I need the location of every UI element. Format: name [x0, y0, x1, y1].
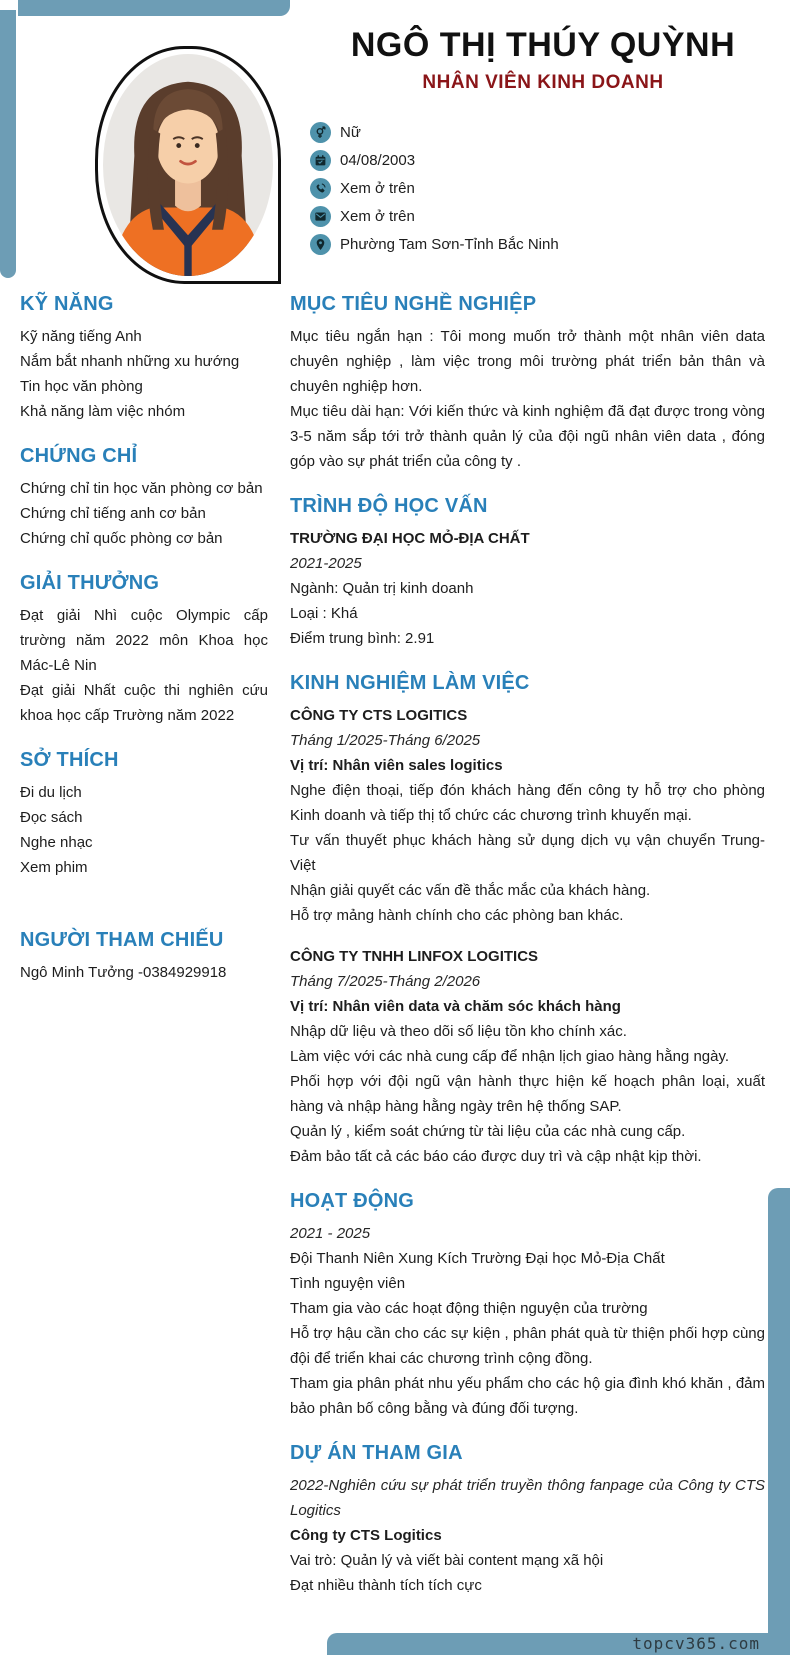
job-detail: Đảm bảo tất cả các báo cáo được duy trì và cập nhật kịp thời.: [290, 1148, 702, 1165]
phone-icon: [310, 178, 331, 199]
gender-icon: [310, 122, 331, 143]
contact-phone-value: Xem ở trên: [340, 179, 415, 197]
education-detail: Loại : Khá: [290, 605, 358, 622]
job-detail: Làm việc với các nhà cung cấp để nhận lịch giao hàng hằng ngày.: [290, 1048, 730, 1065]
certificate-item: Chứng chỉ tin học văn phòng cơ bản: [20, 480, 263, 497]
certificates-title: CHỨNG CHỈ: [20, 445, 138, 467]
hobby-item: Nghe nhạc: [20, 834, 93, 851]
objective-title: MỤC TIÊU NGHỀ NGHIỆP: [290, 293, 537, 315]
mail-icon: [310, 206, 331, 227]
project-detail: Vai trò: Quản lý và viết bài content mạng xã hội: [290, 1552, 604, 1569]
job-period: Tháng 7/2025-Tháng 2/2026: [290, 973, 481, 990]
activity-detail: Tham gia vào các hoạt động thiện nguyện của trường: [290, 1300, 648, 1317]
award-item: Đạt giải Nhất cuộc thi nghiên cứu khoa học cấp Trường năm 2022: [20, 682, 268, 724]
contact-address-value: Phường Tam Sơn-Tỉnh Bắc Ninh: [340, 235, 559, 253]
reference-item: Ngô Minh Tưởng -0384929918: [20, 964, 227, 981]
header: [300, 24, 786, 258]
activity-detail: Hỗ trợ hậu cần cho các sự kiện , phân phát quà từ thiện phối hợp cùng đội để triển khai các chương trình cộng đồng.: [290, 1325, 765, 1367]
activity-detail: Tình nguyện viên: [290, 1275, 406, 1292]
references-title: NGƯỜI THAM CHIẾU: [20, 929, 224, 951]
awards-title: GIẢI THƯỞNG: [20, 572, 160, 594]
job-detail: Tư vấn thuyết phục khách hàng sử dụng dịch vụ vận chuyển Trung-Việt: [290, 832, 765, 874]
education-detail: Ngành: Quản trị kinh doanh: [290, 580, 474, 597]
job-detail: Nhận giải quyết các vấn đề thắc mắc của khách hàng.: [290, 882, 651, 899]
section-experience: [290, 671, 765, 1169]
skill-item: Khả năng làm việc nhóm: [20, 403, 186, 420]
activities-period: 2021 - 2025: [290, 1225, 371, 1242]
education-school: TRƯỜNG ĐẠI HỌC MỎ-ĐỊA CHẤT: [290, 530, 530, 547]
hobby-item: Đọc sách: [20, 809, 83, 826]
job-company: CÔNG TY CTS LOGITICS: [290, 707, 468, 724]
section-certificates: [20, 444, 268, 551]
skill-item: Kỹ năng tiếng Anh: [20, 328, 142, 345]
section-skills: [20, 292, 268, 424]
sidebar: [20, 292, 268, 1598]
section-education: [290, 494, 765, 651]
objective-paragraph: Mục tiêu dài hạn: Với kiến thức và kinh nghiệm đã đạt được trong vòng 3-5 năm sắp tới trở thành quản lý của đội ngũ nhân viên data , đóng góp vào sự phát triển của công ty .: [290, 403, 765, 470]
certificate-item: Chứng chỉ quốc phòng cơ bản: [20, 530, 223, 547]
project-company: Công ty CTS Logitics: [290, 1527, 442, 1544]
contact-row-birthday: [310, 146, 786, 174]
profile-photo: [103, 54, 273, 276]
contact-row-address: [310, 230, 786, 258]
hobby-item: Đi du lịch: [20, 784, 82, 801]
job-entry: [290, 703, 765, 928]
education-period: 2021-2025: [290, 555, 362, 572]
job-period: Tháng 1/2025-Tháng 6/2025: [290, 732, 481, 749]
content: [20, 292, 765, 1598]
job-position: Vị trí: Nhân viên sales logitics: [290, 757, 503, 774]
job-detail: Hỗ trợ mảng hành chính cho các phòng ban khác.: [290, 907, 624, 924]
certificate-item: Chứng chỉ tiếng anh cơ bản: [20, 505, 206, 522]
contact-birthday-value: 04/08/2003: [340, 151, 416, 169]
portrait-illustration: [103, 54, 273, 276]
job-detail: Quản lý , kiểm soát chứng từ tài liệu của các nhà cung cấp.: [290, 1123, 686, 1140]
project-period-description: 2022-Nghiên cứu sự phát triển truyền thông fanpage của Công ty CTS Logitics: [290, 1477, 765, 1519]
job-company: CÔNG TY TNHH LINFOX LOGITICS: [290, 948, 539, 965]
contact-row-email: [310, 202, 786, 230]
hobby-item: Xem phim: [20, 859, 88, 876]
contact-list: [300, 118, 786, 258]
location-icon: [310, 234, 331, 255]
activities-title: HOẠT ĐỘNG: [290, 1190, 415, 1212]
section-projects: [290, 1441, 765, 1598]
hobbies-title: SỞ THÍCH: [20, 749, 119, 771]
job-entry: [290, 944, 765, 1169]
main-column: [290, 292, 765, 1598]
section-objective: [290, 292, 765, 474]
contact-row-gender: [310, 118, 786, 146]
profile-photo-frame: [95, 46, 281, 284]
decor-left-bar: [0, 10, 16, 278]
award-item: Đạt giải Nhì cuộc Olympic cấp trường năm 2022 môn Khoa học Mác-Lê Nin: [20, 607, 268, 674]
project-detail: Đạt nhiều thành tích tích cực: [290, 1577, 482, 1594]
section-references: [20, 928, 268, 985]
education-title: TRÌNH ĐỘ HỌC VẤN: [290, 495, 488, 517]
section-activities: [290, 1189, 765, 1421]
contact-email-value: Xem ở trên: [340, 207, 415, 225]
footer-bar: [327, 1633, 790, 1655]
contact-gender-value: Nữ: [340, 123, 361, 141]
section-awards: [20, 571, 268, 728]
job-position: Vị trí: Nhân viên data và chăm sóc khách hàng: [290, 998, 621, 1015]
education-detail: Điểm trung bình: 2.91: [290, 630, 435, 647]
activity-detail: Tham gia phân phát nhu yếu phẩm cho các hộ gia đình khó khăn , đảm bảo phân bố công bằng và đúng đối tượng.: [290, 1375, 765, 1417]
experience-title: KINH NGHIỆM LÀM VIỆC: [290, 672, 530, 694]
footer-site-link[interactable]: topcv365.com: [632, 1634, 760, 1653]
calendar-icon: [310, 150, 331, 171]
contact-row-phone: [310, 174, 786, 202]
job-title: NHÂN VIÊN KINH DOANH: [422, 72, 664, 93]
skill-item: Tin học văn phòng: [20, 378, 143, 395]
objective-paragraph: Mục tiêu ngắn hạn : Tôi mong muốn trở thành một nhân viên data chuyên nghiệp , làm việc trong môi trường phát triển bản thân và chuyên nghiệp hơn.: [290, 328, 765, 395]
projects-title: DỰ ÁN THAM GIA: [290, 1442, 463, 1464]
activity-detail: Đội Thanh Niên Xung Kích Trường Đại học Mỏ-Địa Chất: [290, 1250, 665, 1267]
job-detail: Phối hợp với đội ngũ vận hành thực hiện kế hoạch phân loại, xuất hàng và nhập hàng hằng ngày trên hệ thống SAP.: [290, 1073, 765, 1115]
skill-item: Nắm bắt nhanh những xu hướng: [20, 353, 240, 370]
section-hobbies: [20, 748, 268, 880]
decor-top-bar: [18, 0, 290, 16]
skills-title: KỸ NĂNG: [20, 293, 114, 315]
job-detail: Nghe điện thoại, tiếp đón khách hàng đến công ty hỗ trợ cho phòng Kinh doanh và tiếp thị tổ chức các chương trình khuyến mại.: [290, 782, 765, 824]
job-detail: Nhập dữ liệu và theo dõi số liệu tồn kho chính xác.: [290, 1023, 627, 1040]
candidate-name: NGÔ THỊ THÚY QUỲNH: [350, 26, 736, 64]
decor-right-bar: [768, 1188, 790, 1655]
